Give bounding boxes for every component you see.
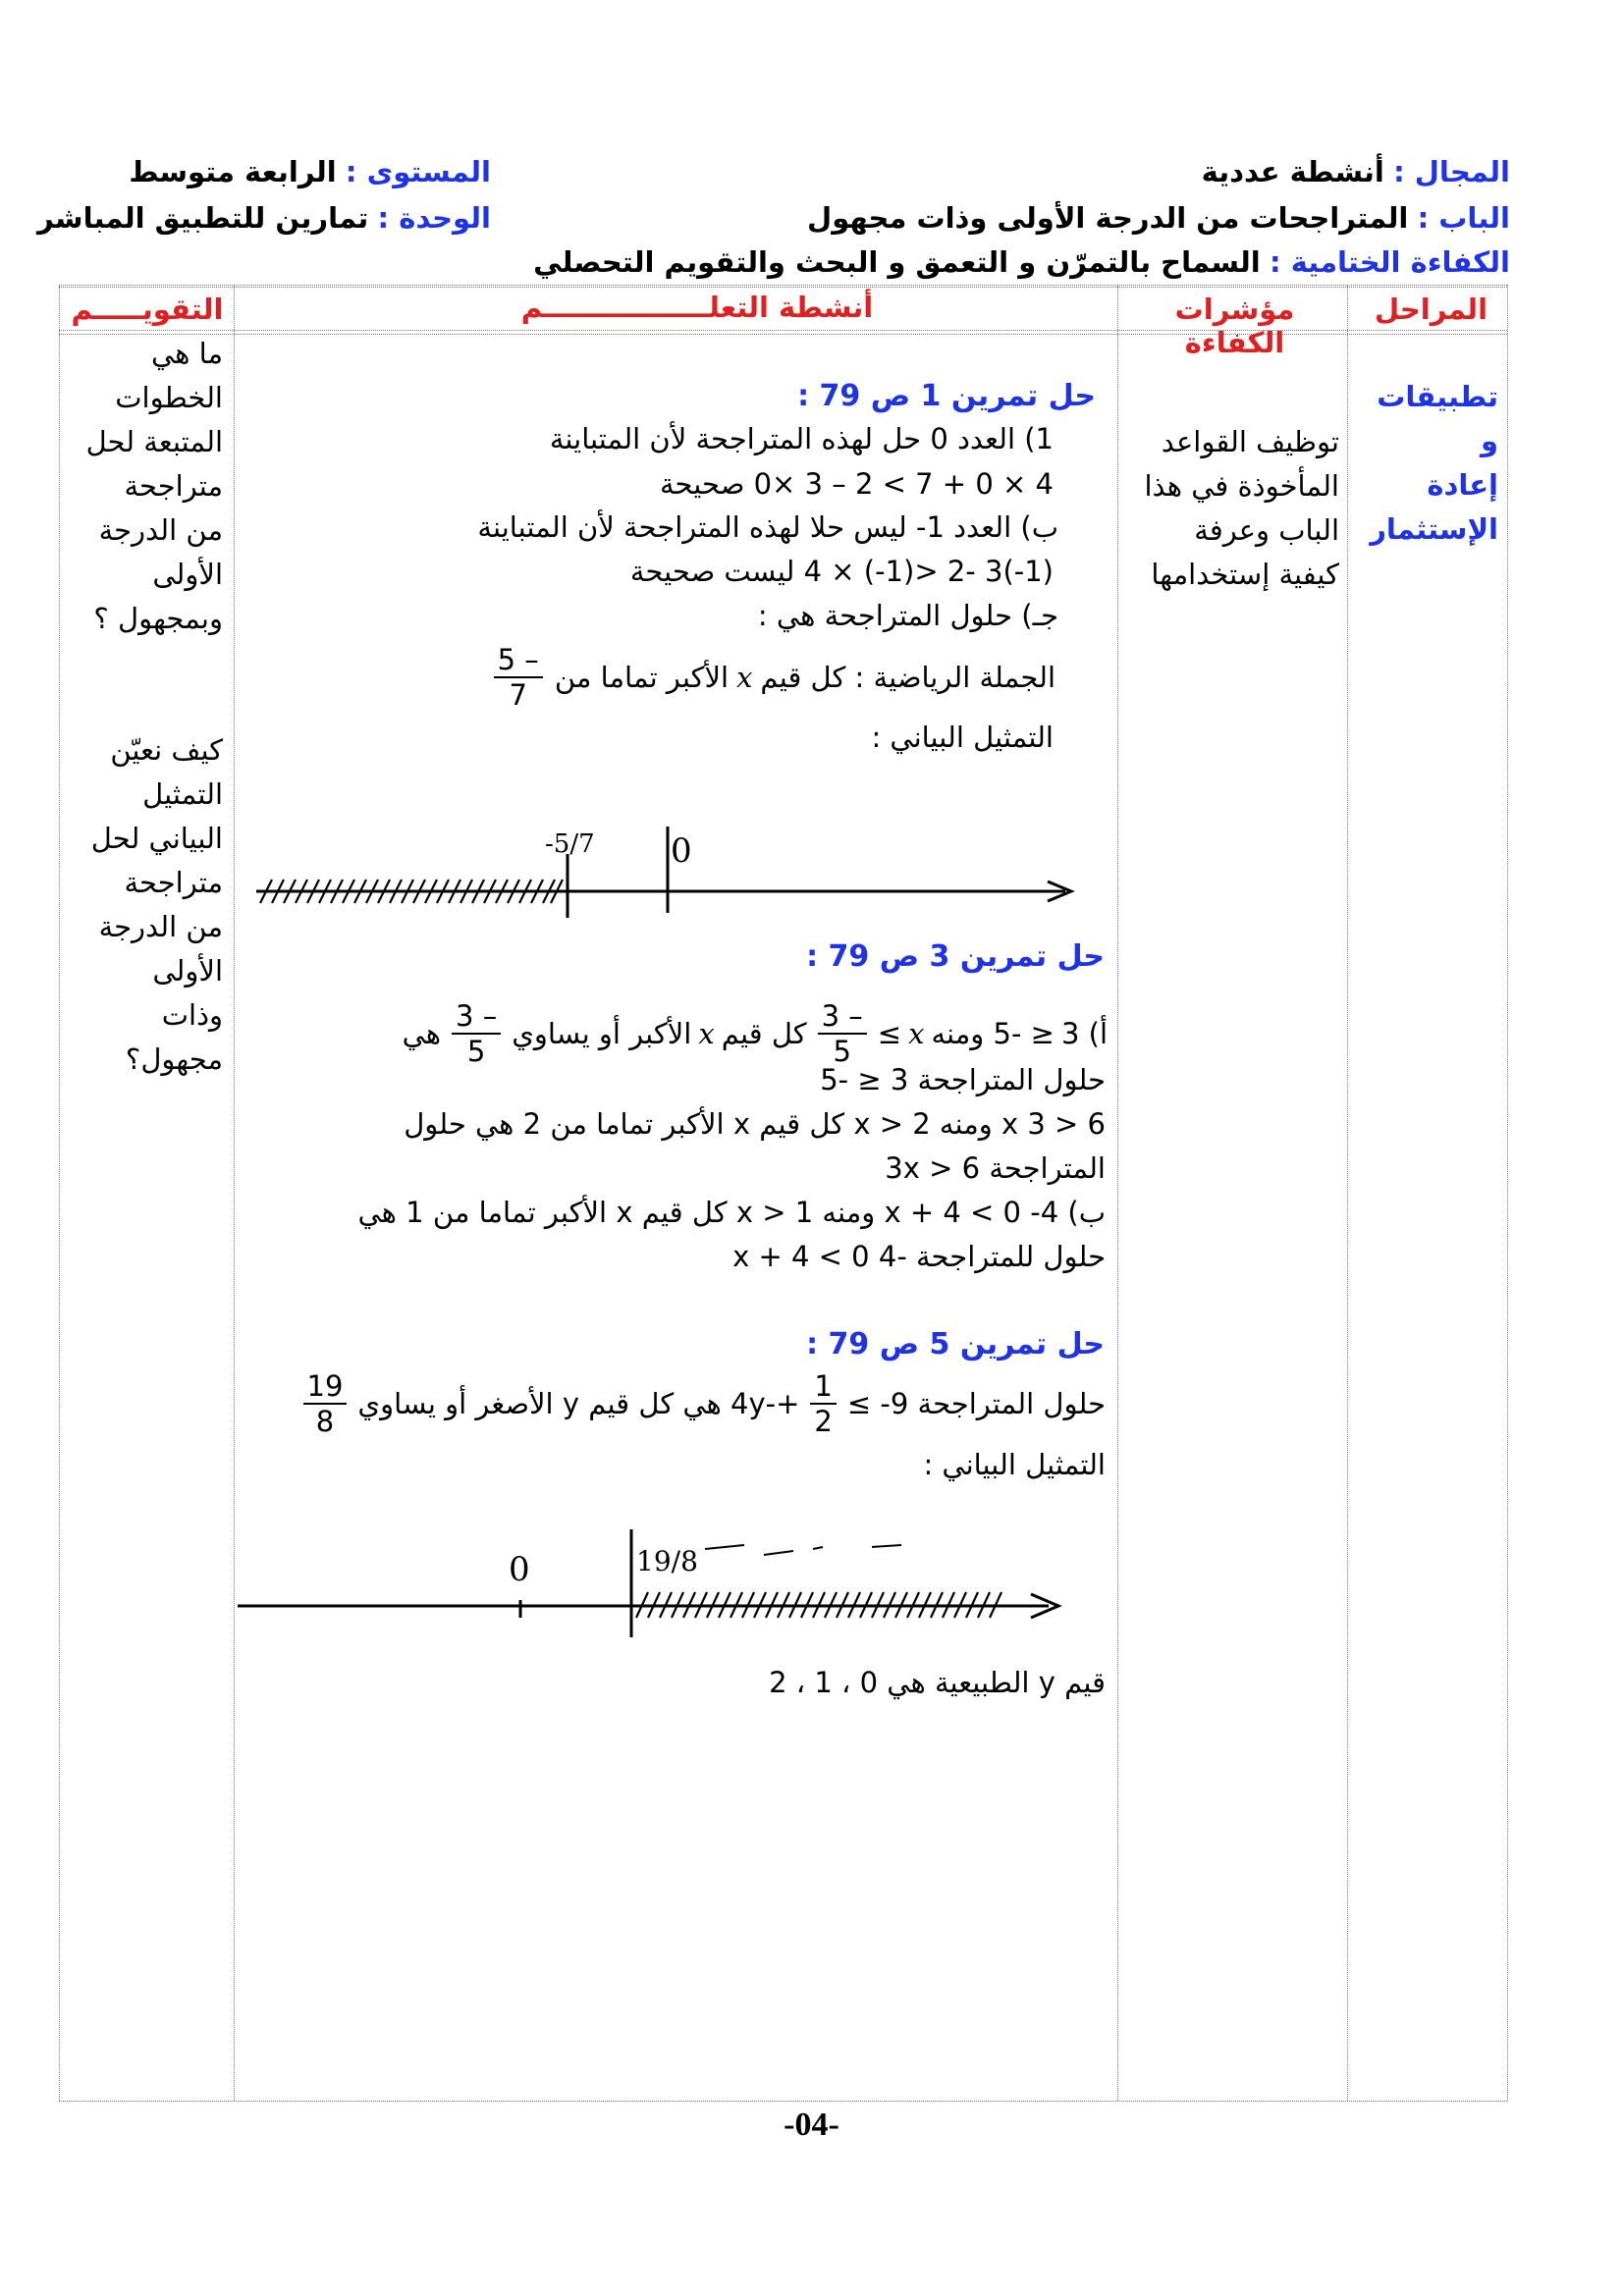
eval-line: البياني لحل <box>90 822 223 855</box>
ex1-line-2: 4 × 0 + 7 > 2 – 3 ×0 صحيحة <box>659 467 1054 501</box>
ex3-line-c2: حلول للمتراجحة -4 x + 4 < 0 <box>732 1240 1106 1273</box>
ex5-l1-fraction-2 <box>303 1369 348 1438</box>
eval-line: المتبعة لحل <box>85 425 223 458</box>
number-line-1 <box>250 815 1085 923</box>
competence-value: السماح بالتمرّن و التعمق و البحث والتقويم التحصلي <box>533 245 1261 279</box>
unit-label: الوحدة : <box>377 201 491 235</box>
ex3-line-c1: ب) 4- x + 4 < 0 ومنه x > 1 كل قيم x الأكبر تماما من 1 هي <box>357 1196 1106 1229</box>
ex5-l1-pre: حلول المتراجحة 9- ≥ <box>846 1387 1106 1420</box>
eval-line: ما هي <box>150 337 223 370</box>
eval-line: مجهول؟ <box>125 1042 223 1076</box>
ex5-line-3: قيم y الطبيعية هي 0 ، 1 ، 2 <box>769 1666 1106 1699</box>
table-right-border <box>1507 285 1508 2101</box>
indicator-line: المأخوذة في هذا <box>1144 469 1339 503</box>
chapter-value: المتراجحات من الدرجة الأولى وذات مجهول <box>807 201 1409 235</box>
exercise-1-title: حل تمرين 1 ص 79 : <box>797 379 1096 413</box>
eval-line: من الدرجة <box>98 513 223 547</box>
ex3-a1-var: x <box>908 1017 925 1050</box>
header-activities: أنشطة التعلـــــــــــــــــم <box>520 291 874 324</box>
ex1-line-1: 1) العدد 0 حل لهذه المتراجحة لأن المتباينة <box>549 422 1054 455</box>
frac-num: – 3 <box>452 999 501 1035</box>
mark-label: -5/7 <box>545 829 595 859</box>
eval-line: وبمجهول ؟ <box>93 602 223 635</box>
zero-label: 0 <box>671 831 692 871</box>
ex1-line-5: جـ) حلول المتراجحة هي : <box>757 599 1058 632</box>
ex3-a1-post2: الأكبر أو يساوي <box>512 1017 692 1050</box>
indicator-line: كيفية إستخدامها <box>1151 558 1339 591</box>
frac-den: 5 <box>833 1035 851 1068</box>
frac-num: 1 <box>810 1369 836 1405</box>
page-number: -04- <box>784 2107 839 2143</box>
indicator-line: توظيف القواعد <box>1161 425 1339 458</box>
stage-line: إعادة <box>1427 468 1498 502</box>
ex3-a1-fraction-2 <box>452 999 501 1068</box>
stage-cell <box>1353 375 1498 552</box>
table-left-border <box>59 285 60 2101</box>
header-evaluation: التقويـــــم <box>71 293 224 326</box>
col-divider-eval <box>234 285 235 2101</box>
stage-line: الإستثمار <box>1370 512 1498 546</box>
zero-label: 0 <box>509 1550 530 1589</box>
level-line <box>129 155 491 188</box>
frac-den: 2 <box>814 1405 833 1438</box>
col-divider-activities <box>1117 285 1118 2101</box>
frac-den: 7 <box>509 678 527 712</box>
ex5-l1-mid: +-4y هي كل قيم y الأصغر أو يساوي <box>357 1387 800 1420</box>
exercise-3-title: حل تمرين 3 ص 79 : <box>806 939 1105 974</box>
ex3-line-b1: x 3 > 6 ومنه x > 2 كل قيم x الأكبر تماما من 2 هي حلول <box>404 1107 1106 1141</box>
chapter-line <box>807 201 1510 235</box>
indicator-line: الباب وعرفة <box>1194 513 1339 547</box>
eval-line: وذات <box>161 998 223 1032</box>
frac-num: 19 <box>303 1369 348 1405</box>
table-top-border <box>59 285 1507 286</box>
ex5-l1-fraction <box>810 1369 836 1438</box>
eval-line: الأولى <box>152 954 223 988</box>
ex3-a1-post: كل قيم <box>721 1017 807 1050</box>
ex1-line-4: (1-)3 -2 <(1-) × 4 ليست صحيحة <box>629 555 1054 588</box>
domain-label: المجال : <box>1393 155 1510 188</box>
exercise-5-title: حل تمرين 5 ص 79 : <box>806 1327 1105 1362</box>
header-indicators: مؤشرات الكفاءة <box>1174 293 1295 359</box>
scribble-marks <box>705 1545 901 1555</box>
ex3-a1-fraction <box>818 999 867 1068</box>
eval-line: من الدرجة <box>98 910 223 943</box>
ex1-l6-text: الجملة الرياضية : كل قيم <box>760 661 1055 694</box>
level-label: المستوى : <box>345 155 491 188</box>
frac-num: – 3 <box>818 999 867 1035</box>
ex5-line-1 <box>299 1369 1107 1438</box>
evaluation-question-1 <box>69 332 223 641</box>
eval-line: التمثيل <box>142 777 223 811</box>
ex3-a1-var2: x <box>698 1017 715 1050</box>
mark-label: 19/8 <box>636 1545 698 1577</box>
ex1-l6-text2: الأكبر تماما من <box>554 661 730 694</box>
ex3-a1-pre: أ) 3 <box>1060 1017 1108 1050</box>
eval-line: الخطوات <box>115 381 223 414</box>
eval-line: متراجحة <box>124 469 223 503</box>
frac-den: 5 <box>466 1035 486 1068</box>
ex3-a1-mid: ≤ -5 ومنه <box>931 1017 1055 1050</box>
chapter-label: الباب : <box>1417 201 1510 235</box>
evaluation-question-2 <box>69 728 223 1082</box>
ex3-a1-end: هي <box>402 1017 442 1050</box>
number-line-2 <box>234 1520 1088 1667</box>
eval-line: كيف نعيّن <box>110 733 223 767</box>
competence-line <box>533 245 1510 279</box>
competence-label: الكفاءة الختامية : <box>1269 245 1510 279</box>
ex3-line-b2: المتراجحة 3x > 6 <box>885 1151 1106 1185</box>
ex1-line-7: التمثيل البياني : <box>871 721 1054 754</box>
ex1-l6-fraction <box>494 643 543 712</box>
frac-num: – 5 <box>494 643 543 678</box>
eval-line: متراجحة <box>124 866 223 899</box>
ex3-line-a2: حلول المتراجحة 3 ≤ -5 <box>820 1063 1106 1096</box>
level-value: الرابعة متوسط <box>129 155 337 188</box>
ex1-line-3: ب) العدد 1- ليس حلا لهذه المتراجحة لأن المتباينة <box>477 510 1058 544</box>
unit-line <box>37 201 491 235</box>
ex5-line-2: التمثيل البياني : <box>923 1448 1106 1481</box>
frac-den: 8 <box>315 1405 335 1438</box>
stage-line: تطبيقات و <box>1377 380 1498 457</box>
ex3-a1-ge: ≥ <box>877 1017 902 1050</box>
indicator-cell <box>1129 420 1339 597</box>
table-bottom-border <box>59 2101 1507 2102</box>
ex1-l6-var: x <box>736 661 753 694</box>
header-stages: المراحل <box>1374 293 1488 326</box>
ex3-line-a1 <box>403 999 1108 1068</box>
table-top-border-2 <box>59 287 1507 288</box>
domain-value: أنشطة عددية <box>1201 155 1384 188</box>
domain-line <box>1202 155 1510 188</box>
unit-value: تمارين للتطبيق المباشر <box>37 201 369 235</box>
eval-line: الأولى <box>152 558 223 591</box>
ex1-line-6 <box>490 643 1055 712</box>
col-divider-indicators <box>1347 285 1348 2101</box>
